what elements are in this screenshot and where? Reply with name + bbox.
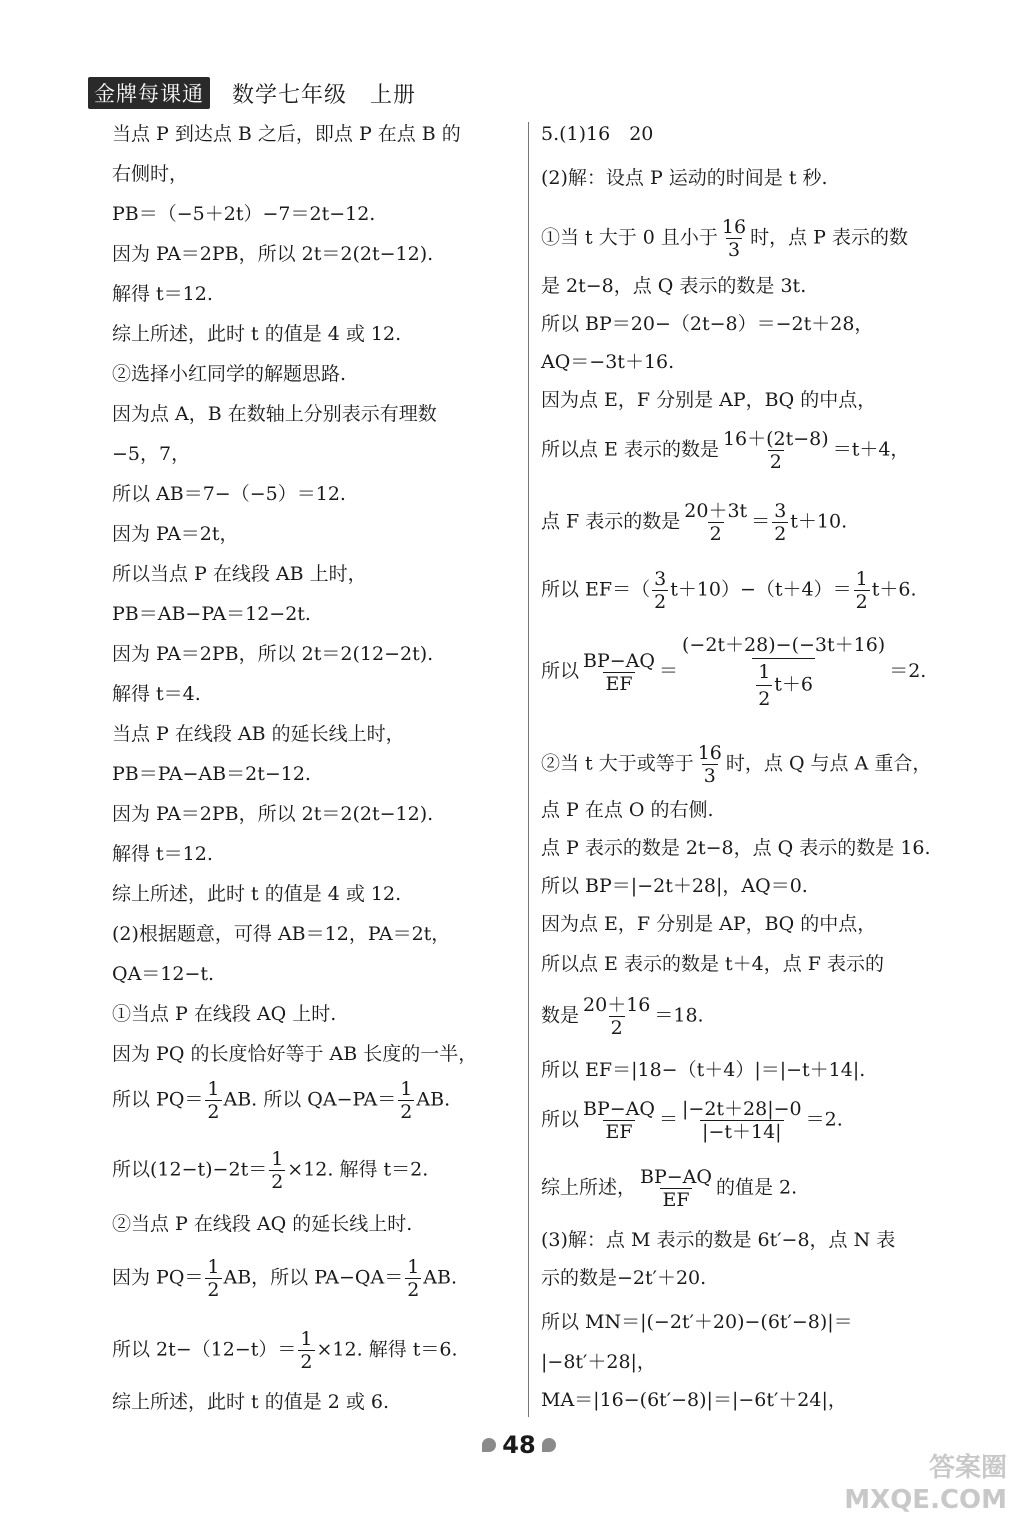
text-line: 解得 t＝12.: [112, 843, 213, 865]
text-line: 所以点 E 表示的数是 t＋4，点 F 表示的: [541, 953, 884, 975]
fraction: $\frac{1}{2}$: [855, 568, 868, 613]
text-line: AQ＝−3t＋16.: [541, 351, 675, 373]
equation-line: 所以(12−t)−2t＝ $\frac{1}{2}$ ×12. 解得 t＝2.: [112, 1148, 429, 1193]
fraction: $\frac{1}{2}$: [300, 1328, 313, 1373]
text-line: PB＝PA−AB＝2t−12.: [112, 763, 311, 785]
equation-line: 所以 $\frac{BP-AQ}{EF}$ ＝ (−2t＋28)−(−3t＋16) $\frac{1}{2}$ t＋6 ＝2.: [541, 634, 927, 710]
fraction: $\frac{1}{2}$: [758, 661, 771, 710]
text-line: 点 P 表示的数是 2t−8，点 Q 表示的数是 16.: [541, 837, 931, 859]
fraction: $\frac{1}{2}$: [207, 1078, 220, 1123]
fraction: $\frac{BP-AQ}{EF}$: [583, 1098, 655, 1143]
equation-line: 所以 $\frac{BP-AQ}{EF}$ ＝ $\frac{|-2t+28|-0}{|-t+14|}$ ＝2.: [541, 1098, 843, 1143]
leaf-icon: [482, 1438, 496, 1452]
watermark: 答案圈 MXQE.COM: [844, 1453, 1007, 1515]
equation-line: 数是 $\frac{20+16}{2}$ ＝18.: [541, 994, 704, 1039]
fraction: $\frac{16}{3}$: [721, 216, 747, 261]
fraction: $\frac{20+3t}{2}$: [684, 500, 748, 545]
column-divider: [528, 122, 529, 1417]
text-line: (2)根据题意，可得 AB＝12，PA＝2t，: [112, 923, 451, 945]
text-line: 综上所述，此时 t 的值是 4 或 12.: [112, 323, 402, 345]
text-line: 因为 PA＝2PB，所以 2t＝2(12−2t).: [112, 643, 434, 665]
text-line: ②当点 P 在线段 AQ 的延长线上时.: [112, 1213, 413, 1235]
text-line: ①当点 P 在线段 AQ 上时.: [112, 1003, 337, 1025]
text-line: 所以当点 P 在线段 AB 上时，: [112, 563, 367, 585]
leaf-icon: [542, 1438, 556, 1452]
text-line: PB＝AB−PA＝12−2t.: [112, 603, 311, 625]
fraction: $\frac{BP-AQ}{EF}$: [640, 1166, 712, 1211]
text-line: 因为 PA＝2t，: [112, 523, 239, 545]
text-line: 因为点 E，F 分别是 AP，BQ 的中点，: [541, 389, 877, 411]
text-line: 综上所述，此时 t 的值是 4 或 12.: [112, 883, 402, 905]
fraction: $\frac{1}{2}$: [407, 1256, 420, 1301]
text-line: 综上所述，此时 t 的值是 2 或 6.: [112, 1391, 390, 1413]
text-line: QA＝12−t.: [112, 963, 215, 985]
text-line: 示的数是−2t′＋20.: [541, 1267, 707, 1289]
fraction: (−2t＋28)−(−3t＋16) $\frac{1}{2}$ t＋6: [682, 634, 886, 710]
text-line: 所以 EF＝|18−（t＋4）|＝|−t＋14|.: [541, 1059, 866, 1081]
text-line: 是 2t−8，点 Q 表示的数是 3t.: [541, 275, 807, 297]
fraction: $\frac{1}{2}$: [207, 1256, 220, 1301]
page-header: [88, 78, 416, 108]
text-line: 点 P 在点 O 的右侧.: [541, 799, 714, 821]
equation-line: 点 F 表示的数是 $\frac{20+3t}{2}$ ＝ $\frac{3}{2}$ t＋10.: [541, 500, 848, 545]
fraction: $\frac{16}{3}$: [697, 742, 722, 787]
brand-label: 金牌每课通: [88, 77, 210, 109]
text-line: 当点 P 到达点 B 之后，即点 P 在点 B 的: [112, 123, 461, 145]
fraction: $\frac{3}{2}$: [774, 500, 787, 545]
text-line: 右侧时，: [112, 163, 189, 185]
equation-line: 所以 PQ＝ $\frac{1}{2}$ AB. 所以 QA−PA＝ $\frac{1}{2}$ AB.: [112, 1078, 451, 1123]
text-line: (3)解：点 M 表示的数是 6t′−8，点 N 表: [541, 1229, 896, 1251]
text-line: |−8t′＋28|，: [541, 1351, 656, 1373]
text-line: 所以 MN＝|(−2t′＋20)−(6t′−8)|＝: [541, 1311, 853, 1333]
text-line: 当点 P 在线段 AB 的延长线上时，: [112, 723, 405, 745]
text-line: 因为点 A，B 在数轴上分别表示有理数: [112, 403, 437, 425]
text-line: 解得 t＝4.: [112, 683, 201, 705]
page-number: 48: [474, 1427, 564, 1463]
equation-line: 所以 2t−（12−t）＝ $\frac{1}{2}$ ×12. 解得 t＝6.: [112, 1328, 458, 1373]
text-line: 因为 PA＝2PB，所以 2t＝2(2t−12).: [112, 243, 434, 265]
fraction: $\frac{3}{2}$: [654, 568, 667, 613]
fraction: $\frac{1}{2}$: [271, 1148, 284, 1193]
equation-line: ②当 t 大于或等于 $\frac{16}{3}$ 时，点 Q 与点 A 重合，: [541, 742, 932, 787]
text-line: 因为点 E，F 分别是 AP，BQ 的中点，: [541, 913, 877, 935]
equation-line: 所以点 E 表示的数是 $\frac{16+(2t-8)}{2}$ ＝t＋4，: [541, 428, 910, 473]
text-line: PB＝（−5＋2t）−7＝2t−12.: [112, 203, 376, 225]
fraction: $\frac{20+16}{2}$: [583, 994, 651, 1039]
fraction: $\frac{1}{2}$: [400, 1078, 413, 1123]
text-line: 5.(1)16 20: [541, 123, 654, 145]
fraction: $\frac{16+(2t-8)}{2}$: [722, 428, 829, 473]
text-line: 所以 BP＝|−2t＋28|，AQ＝0.: [541, 875, 808, 897]
equation-line: 因为 PQ＝ $\frac{1}{2}$ AB，所以 PA−QA＝ $\frac{1}{2}$ AB.: [112, 1256, 458, 1301]
text-line: 所以 AB＝7−（−5）＝12.: [112, 483, 346, 505]
fraction: $\frac{BP-AQ}{EF}$: [583, 649, 655, 695]
equation-line: 所以 EF＝（ $\frac{3}{2}$ t＋10）−（t＋4）＝ $\frac{1}{2}$ t＋6.: [541, 568, 917, 613]
text-line: ②选择小红同学的解题思路.: [112, 363, 347, 385]
text-line: (2)解：设点 P 运动的时间是 t 秒.: [541, 167, 828, 189]
text-line: 因为 PQ 的长度恰好等于 AB 长度的一半，: [112, 1043, 478, 1065]
text-line: 解得 t＝12.: [112, 283, 213, 305]
fraction: $\frac{|-2t+28|-0}{|-t+14|}$: [682, 1098, 802, 1143]
book-title: 数学七年级 上册: [232, 82, 417, 108]
equation-line: ①当 t 大于 0 且小于 $\frac{16}{3}$ 时，点 P 表示的数: [541, 216, 908, 261]
text-line: 因为 PA＝2PB，所以 2t＝2(2t−12).: [112, 803, 434, 825]
text-line: 所以 BP＝20−（2t−8）＝−2t＋28，: [541, 313, 874, 335]
equation-line: 综上所述， $\frac{BP-AQ}{EF}$ 的值是 2.: [541, 1166, 798, 1211]
text-line: −5，7，: [112, 443, 191, 465]
text-line: MA＝|16−(6t′−8)|＝|−6t′＋24|，: [541, 1389, 847, 1411]
